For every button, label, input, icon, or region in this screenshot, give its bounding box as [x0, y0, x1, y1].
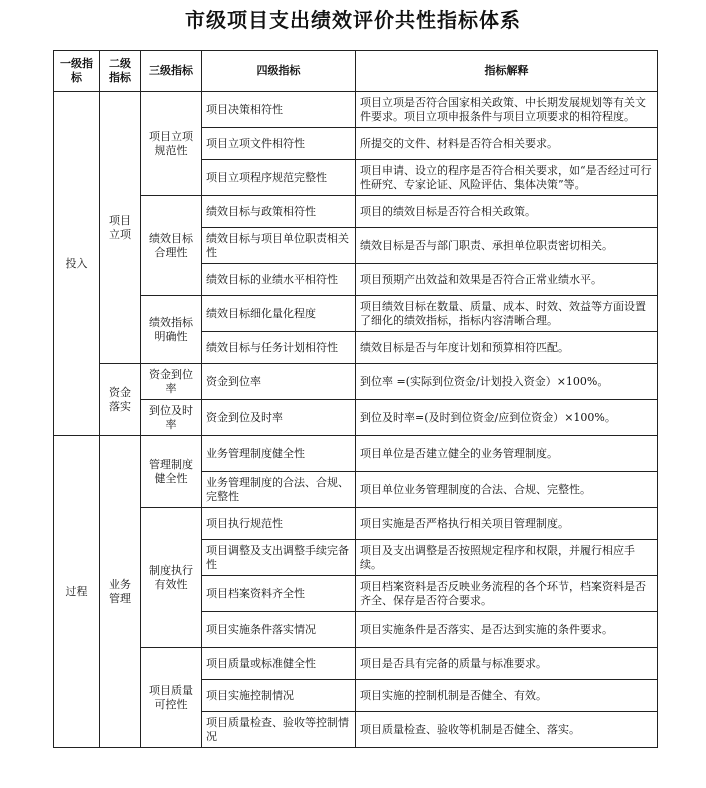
explanation-cell: 项目及支出调整是否按照规定程序和权限，并履行相应手续。	[356, 540, 658, 576]
level4-cell: 项目执行规范性	[202, 508, 356, 540]
level4-cell: 资金到位及时率	[202, 400, 356, 436]
level4-cell: 资金到位率	[202, 364, 356, 400]
level4-cell: 项目立项文件相符性	[202, 128, 356, 160]
explanation-cell: 项目质量检查、验收等机制是否健全、落实。	[356, 712, 658, 748]
table-row	[54, 436, 658, 472]
explanation-cell: 项目的绩效目标是否符合相关政策。	[356, 196, 658, 228]
explanation-cell: 所提交的文件、材料是否符合相关要求。	[356, 128, 658, 160]
explanation-cell: 项目实施条件是否落实、是否达到实施的条件要求。	[356, 612, 658, 648]
level3-funds-timely: 到位及时率	[141, 400, 202, 436]
table-row	[54, 92, 658, 128]
explanation-cell: 项目档案资料是否反映业务流程的各个环节，档案资料是否齐全、保存是否符合要求。	[356, 576, 658, 612]
explanation-cell: 到位及时率=(及时到位资金/应到位资金）×100%。	[356, 400, 658, 436]
table-row	[54, 364, 658, 400]
explanation-cell: 项目立项是否符合国家相关政策、中长期发展规划等有关文件要求。项目立项申报条件与项目立项要求的相符程度。	[356, 92, 658, 128]
level4-cell: 项目实施条件落实情况	[202, 612, 356, 648]
header-explanation: 指标解释	[356, 51, 658, 92]
page-title: 市级项目支出绩效评价共性指标体系	[185, 8, 521, 32]
level3-goal-fit: 绩效目标合理性	[141, 196, 202, 296]
table-row	[54, 196, 658, 228]
level2-project-setup: 项目立项	[100, 92, 141, 364]
level4-cell: 绩效目标的业绩水平相符性	[202, 264, 356, 296]
explanation-cell: 项目是否具有完备的质量与标准要求。	[356, 648, 658, 680]
level4-cell: 绩效目标细化量化程度	[202, 296, 356, 332]
level2-funds: 资金落实	[100, 364, 141, 436]
level3-setup-norm: 项目立项规范性	[141, 92, 202, 196]
table-header-row	[54, 51, 658, 92]
level3-quality: 项目质量可控性	[141, 648, 202, 748]
level4-cell: 绩效目标与项目单位职责相关性	[202, 228, 356, 264]
level4-cell: 绩效目标与任务计划相符性	[202, 332, 356, 364]
explanation-cell: 项目绩效目标在数量、质量、成本、时效、效益等方面设置了细化的绩效指标，指标内容清晰合理。	[356, 296, 658, 332]
indicator-table	[53, 50, 658, 748]
table-row	[54, 508, 658, 540]
level4-cell: 项目质量检查、验收等控制情况	[202, 712, 356, 748]
explanation-cell: 项目单位业务管理制度的合法、合规、完整性。	[356, 472, 658, 508]
header-level4: 四级指标	[202, 51, 356, 92]
explanation-cell: 项目实施的控制机制是否健全、有效。	[356, 680, 658, 712]
level3-funds-rate: 资金到位率	[141, 364, 202, 400]
explanation-cell: 绩效目标是否与部门职责、承担单位职责密切相关。	[356, 228, 658, 264]
level4-cell: 项目质量或标准健全性	[202, 648, 356, 680]
explanation-cell: 项目预期产出效益和效果是否符合正常业绩水平。	[356, 264, 658, 296]
explanation-cell: 绩效目标是否与年度计划和预算相符匹配。	[356, 332, 658, 364]
level1-input: 投入	[54, 92, 100, 436]
level4-cell: 绩效目标与政策相符性	[202, 196, 356, 228]
level4-cell: 业务管理制度健全性	[202, 436, 356, 472]
level4-cell: 项目档案资料齐全性	[202, 576, 356, 612]
header-level2: 二级指标	[100, 51, 141, 92]
explanation-cell: 项目申请、设立的程序是否符合相关要求，如“是否经过可行性研究、专家论证、风险评估、集体决策”等。	[356, 160, 658, 196]
level3-goal-clear: 绩效指标明确性	[141, 296, 202, 364]
level4-cell: 项目立项程序规范完整性	[202, 160, 356, 196]
explanation-cell: 到位率 =(实际到位资金/计划投入资金）×100%。	[356, 364, 658, 400]
level1-process: 过程	[54, 436, 100, 748]
level4-cell: 业务管理制度的合法、合规、完整性	[202, 472, 356, 508]
header-level1: 一级指标	[54, 51, 100, 92]
level4-cell: 项目决策相符性	[202, 92, 356, 128]
header-level3: 三级指标	[141, 51, 202, 92]
table-row	[54, 296, 658, 332]
level3-mgmt-system: 管理制度健全性	[141, 436, 202, 508]
level3-exec: 制度执行有效性	[141, 508, 202, 648]
level4-cell: 项目实施控制情况	[202, 680, 356, 712]
table-row	[54, 648, 658, 680]
table-row	[54, 400, 658, 436]
explanation-cell: 项目单位是否建立健全的业务管理制度。	[356, 436, 658, 472]
explanation-cell: 项目实施是否严格执行相关项目管理制度。	[356, 508, 658, 540]
level2-business: 业务管理	[100, 436, 141, 748]
level4-cell: 项目调整及支出调整手续完备性	[202, 540, 356, 576]
